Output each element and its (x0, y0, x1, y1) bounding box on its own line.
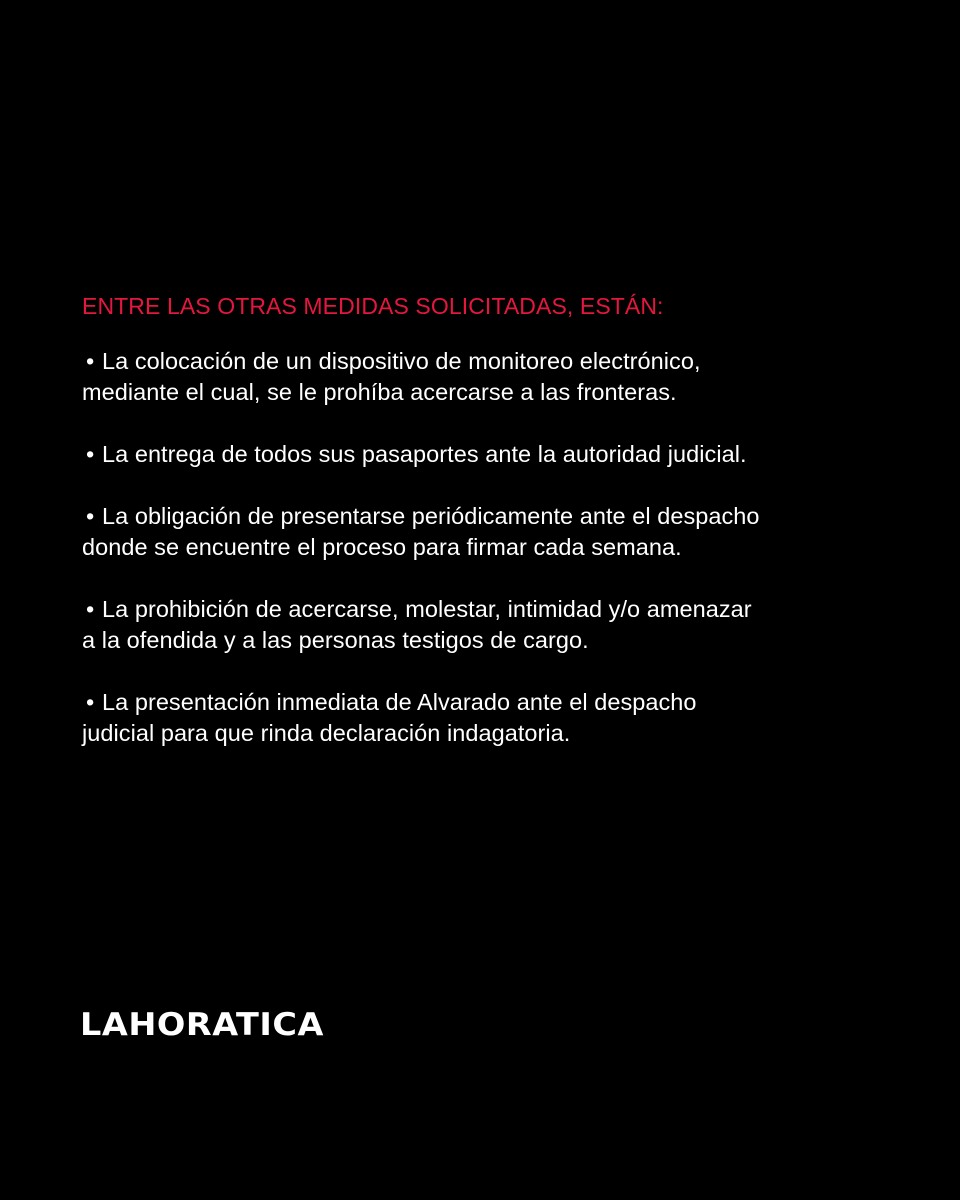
list-item (82, 594, 882, 656)
measure-line: La obligación de presentarse periódicamente ante el despacho (102, 503, 760, 529)
bullet-icon: • (86, 596, 95, 622)
measure-line: mediante el cual, se le prohíba acercarse a las fronteras. (82, 379, 677, 405)
list-item (82, 439, 882, 470)
bullet-icon: • (86, 441, 95, 467)
measure-line: donde se encuentre el proceso para firmar cada semana. (82, 534, 682, 560)
measure-line: La prohibición de acercarse, molestar, intimidad y/o amenazar (102, 596, 752, 622)
list-item (82, 346, 882, 408)
measure-line: La presentación inmediata de Alvarado ante el despacho (102, 689, 697, 715)
bullet-icon: • (86, 503, 95, 529)
bullet-icon: • (86, 348, 95, 374)
article-body (82, 291, 882, 780)
measures-list (82, 346, 882, 749)
list-item (82, 501, 882, 563)
section-heading: ENTRE LAS OTRAS MEDIDAS SOLICITADAS, ESTÁN: (82, 293, 664, 319)
measure-line: La colocación de un dispositivo de monitoreo electrónico, (102, 348, 701, 374)
measure-line: a la ofendida y a las personas testigos de cargo. (82, 627, 589, 653)
list-item (82, 687, 882, 749)
measure-line: judicial para que rinda declaración indagatoria. (82, 720, 571, 746)
bullet-icon: • (86, 689, 95, 715)
measure-line: La entrega de todos sus pasaportes ante la autoridad judicial. (102, 441, 747, 467)
brand-logo: LAHORATICA (80, 1007, 324, 1043)
